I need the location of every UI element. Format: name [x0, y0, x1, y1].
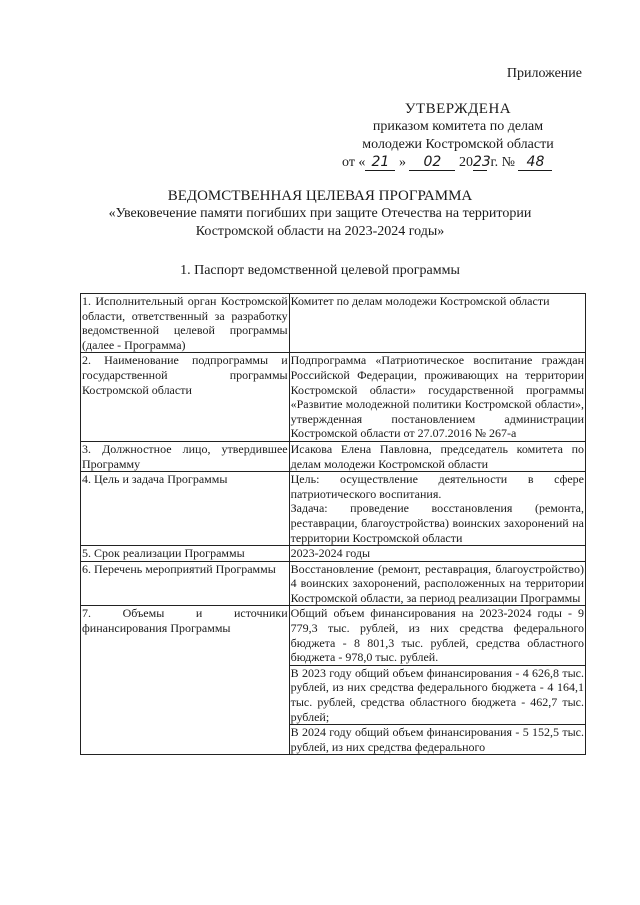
- task-text: Задача: проведение восстановления (ремонта, реставрации, благоустройства) воинских захоронений на территории Костромской области: [290, 501, 584, 545]
- row-value: Восстановление (ремонт, реставрация, благоустройство) 4 воинских захоронений, расположенных на территории Костромской области, за период реализации Программы: [290, 561, 584, 605]
- passport-table: [80, 293, 586, 755]
- funding-2024: В 2024 году общий объем финансирования - 5 152,5 тыс. рублей, из них средства федерального: [290, 725, 584, 754]
- row-label: 1. Исполнительный орган Костромской области, ответственный за разработку ведомственной целевой программы (далее - Программа): [82, 294, 288, 352]
- row-value: Комитет по делам молодежи Костромской области: [289, 294, 585, 353]
- section-title: 1. Паспорт ведомственной целевой программы: [180, 263, 460, 278]
- goal-text: Цель: осуществление деятельности в сфере патриотического воспитания.: [290, 472, 584, 501]
- table-row: [81, 546, 586, 562]
- program-title-line-1: ВЕДОМСТВЕННАЯ ЦЕЛЕВАЯ ПРОГРАММА: [167, 188, 473, 204]
- row-label: 7. Объемы и источники финансирования Программы: [81, 606, 290, 755]
- table-row: [81, 441, 586, 471]
- program-title: [40, 187, 600, 241]
- table-row: [81, 472, 586, 546]
- program-title-line-3: Костромской области на 2023-2024 годы»: [195, 224, 445, 239]
- table-row: [81, 294, 586, 353]
- table-row: [81, 606, 586, 755]
- date-prefix: от «: [342, 155, 366, 170]
- approval-stamp: [338, 100, 578, 172]
- approval-heading: УТВЕРЖДЕНА: [404, 101, 512, 117]
- number-prefix: г. №: [490, 155, 515, 170]
- row-label: 6. Перечень мероприятий Программы: [81, 561, 290, 606]
- program-title-line-2: «Увековечение памяти погибших при защите Отечества на территории: [108, 206, 532, 221]
- approval-date-line: [338, 154, 578, 172]
- approval-line-2: молодежи Костромской области: [362, 137, 554, 152]
- table-row: [81, 561, 586, 606]
- row-value: [289, 606, 585, 755]
- row-value: Подпрограмма «Патриотическое воспитание граждан Российской Федерации, проживающих на территории Костромской области» государственной программы «Развитие молодежной политики Костромской области», утвержденная постановлением администрации Костромской области от 27.07.2016 № 267-а: [290, 353, 584, 441]
- row-value: [289, 472, 585, 546]
- year-prefix: 20: [458, 155, 473, 170]
- appendix-label: Приложение: [506, 66, 582, 81]
- handwritten-number: 48: [518, 154, 552, 171]
- funding-total: Общий объем финансирования на 2023-2024 годы - 9 779,3 тыс. рублей, из них средства федерального бюджета - 8 801,3 тыс. рублей, средства областного бюджета - 978,0 тыс. рублей.: [290, 606, 584, 665]
- funding-2023: В 2023 году общий объем финансирования - 4 626,8 тыс. рублей, из них средства федерального бюджета - 4 164,1 тыс. рублей, средства областного бюджета - 462,7 тыс. рублей;: [290, 665, 584, 724]
- handwritten-month: 02: [409, 154, 455, 171]
- row-value: 2023-2024 годы: [289, 546, 585, 562]
- row-label: 2. Наименование подпрограммы и государственной программы Костромской области: [81, 353, 290, 442]
- row-label: 3. Должностное лицо, утвердившее Программу: [82, 441, 288, 471]
- handwritten-day: 21: [365, 154, 395, 171]
- row-value: Исакова Елена Павловна, председатель комитета по делам молодежи Костромской области: [290, 441, 584, 471]
- table-row: [81, 353, 586, 442]
- handwritten-year: 23: [472, 154, 491, 170]
- row-label: 5. Срок реализации Программы: [81, 546, 290, 562]
- date-mid: »: [398, 155, 406, 170]
- approval-line-1: приказом комитета по делам: [372, 119, 544, 134]
- row-label: 4. Цель и задача Программы: [81, 472, 290, 546]
